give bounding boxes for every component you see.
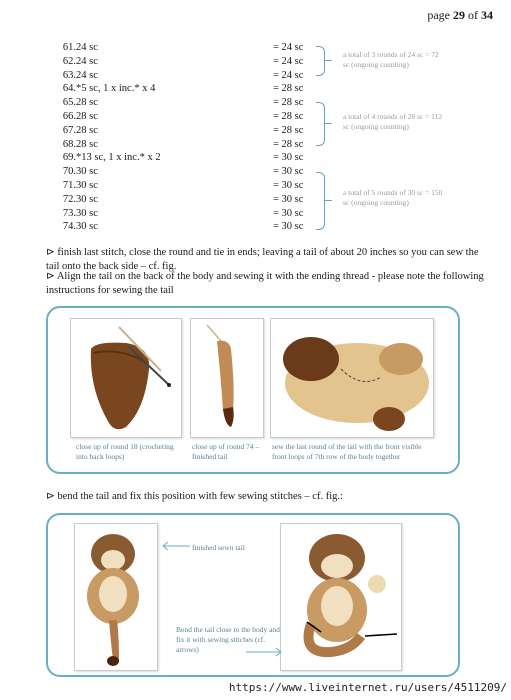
round-instruction: 30 sc bbox=[76, 193, 98, 205]
round-number: 72. bbox=[62, 193, 76, 205]
round-row bbox=[58, 165, 318, 179]
finished-tail-image bbox=[191, 319, 263, 437]
round-number: 68. bbox=[62, 138, 76, 150]
round-row bbox=[58, 124, 318, 138]
note-rounds-28: a total of 4 rounds of 28 sc = 112 sc (ongoing counting) bbox=[343, 112, 443, 131]
source-url[interactable]: https://www.liveinternet.ru/users/4511209/ bbox=[228, 681, 507, 694]
photo-panel-2 bbox=[46, 513, 460, 677]
round-instruction: 28 sc bbox=[76, 138, 98, 150]
page-number bbox=[427, 8, 493, 23]
round-result: = 30 sc bbox=[273, 193, 304, 205]
round-row bbox=[58, 82, 318, 96]
round-number: 62. bbox=[62, 55, 76, 67]
round-number: 66. bbox=[62, 110, 76, 122]
round-number: 65. bbox=[62, 97, 76, 109]
round-result: = 30 sc bbox=[273, 152, 304, 164]
round-row bbox=[58, 69, 318, 83]
round-row bbox=[58, 207, 318, 221]
round-instruction: 28 sc bbox=[76, 124, 98, 136]
round-instruction: 24 sc bbox=[76, 69, 98, 81]
brace-3-tip bbox=[324, 200, 332, 201]
round-result: = 28 sc bbox=[273, 138, 304, 150]
photo-tail-back bbox=[74, 523, 158, 671]
page-label: page bbox=[427, 8, 450, 22]
round-number: 63. bbox=[62, 69, 76, 81]
round-result: = 24 sc bbox=[273, 69, 304, 81]
meerkat-bent-tail-image bbox=[281, 524, 401, 670]
round-result: = 24 sc bbox=[273, 55, 304, 67]
photo-panel-1 bbox=[46, 306, 460, 474]
page-of: of bbox=[468, 8, 478, 22]
brace-2-tip bbox=[324, 123, 332, 124]
instruction-align: ⊳ Align the tail on the back of the body and sewing it with the ending thread - please note the following instructions for sewing the tail bbox=[46, 271, 484, 296]
instruction-finish: ⊳ finish last stitch, close the round and tie in ends; leaving a tail of about 20 inches so you can sew the tail onto the back side – cf. fig. bbox=[46, 247, 479, 272]
caption-bend-tail: Bend the tail close to the body and fix it with sewing stitches (cf. arrows) bbox=[176, 625, 280, 654]
round-instruction: 28 sc bbox=[76, 97, 98, 109]
round-row bbox=[58, 151, 318, 165]
round-instruction: 24 sc bbox=[76, 55, 98, 67]
round-instruction: *13 sc, 1 x inc.* x 2 bbox=[76, 152, 161, 164]
round-result: = 28 sc bbox=[273, 83, 304, 95]
round-result: = 30 sc bbox=[273, 221, 304, 233]
round-result: = 28 sc bbox=[273, 110, 304, 122]
photo-round-74 bbox=[190, 318, 264, 438]
rounds-list bbox=[58, 41, 318, 234]
round-instruction: 30 sc bbox=[76, 166, 98, 178]
round-row bbox=[58, 96, 318, 110]
round-row bbox=[58, 110, 318, 124]
meerkat-back-image bbox=[75, 524, 157, 670]
round-instruction: 30 sc bbox=[76, 179, 98, 191]
photo-round-18 bbox=[70, 318, 182, 438]
round-row bbox=[58, 179, 318, 193]
page-current: 29 bbox=[453, 8, 465, 22]
caption-finished-tail: finished sewn tail bbox=[192, 543, 245, 552]
round-result: = 24 sc bbox=[273, 42, 304, 53]
round-instruction: *5 sc, 1 x inc.* x 4 bbox=[76, 83, 156, 95]
round-instruction: 30 sc bbox=[76, 207, 98, 219]
round-result: = 30 sc bbox=[273, 166, 304, 178]
brace-3 bbox=[316, 172, 325, 230]
brace-1-tip bbox=[324, 60, 332, 61]
note-rounds-30: a total of 5 rounds of 30 sc = 150 sc (ongoing counting) bbox=[343, 188, 443, 207]
photo-sewing-body bbox=[270, 318, 434, 438]
round-row bbox=[58, 220, 318, 234]
round-instruction: 30 sc bbox=[76, 221, 98, 233]
round-number: 73. bbox=[62, 207, 76, 219]
note-rounds-24: a total of 3 rounds of 24 sc = 72 sc (ongoing counting) bbox=[343, 50, 439, 69]
round-row bbox=[58, 138, 318, 152]
page-total: 34 bbox=[481, 8, 493, 22]
round-result: = 28 sc bbox=[273, 97, 304, 109]
arrow-finished-tail bbox=[160, 541, 192, 551]
caption-round-74: close up of round 74 – finished tail bbox=[192, 442, 260, 461]
round-number: 69. bbox=[62, 152, 76, 164]
round-number: 67. bbox=[62, 124, 76, 136]
photo-tail-bent bbox=[280, 523, 402, 671]
round-instruction: 24 sc bbox=[76, 42, 98, 53]
round-number: 70. bbox=[62, 166, 76, 178]
arrow-bend-tail bbox=[244, 647, 284, 657]
round-number: 61. bbox=[62, 42, 76, 53]
round-result: = 30 sc bbox=[273, 179, 304, 191]
round-number: 71. bbox=[62, 179, 76, 191]
round-result: = 28 sc bbox=[273, 124, 304, 136]
round-instruction: 28 sc bbox=[76, 110, 98, 122]
round-result: = 30 sc bbox=[273, 207, 304, 219]
caption-sewing: sew the last round of the tail with the front visible front loops of 7th row of the body together bbox=[272, 442, 422, 461]
tail-bag-image bbox=[71, 319, 181, 437]
body-sewing-image bbox=[271, 319, 433, 437]
round-row bbox=[58, 41, 318, 55]
round-row bbox=[58, 193, 318, 207]
brace-1 bbox=[316, 46, 325, 76]
brace-2 bbox=[316, 102, 325, 146]
round-number: 64. bbox=[62, 83, 76, 95]
caption-round-18: close up of round 18 (crocheting into back loops) bbox=[76, 442, 174, 461]
instruction-bend: ⊳ bend the tail and fix this position with few sewing stitches – cf. fig.: bbox=[46, 491, 343, 502]
round-row bbox=[58, 55, 318, 69]
round-number: 74. bbox=[62, 221, 76, 233]
